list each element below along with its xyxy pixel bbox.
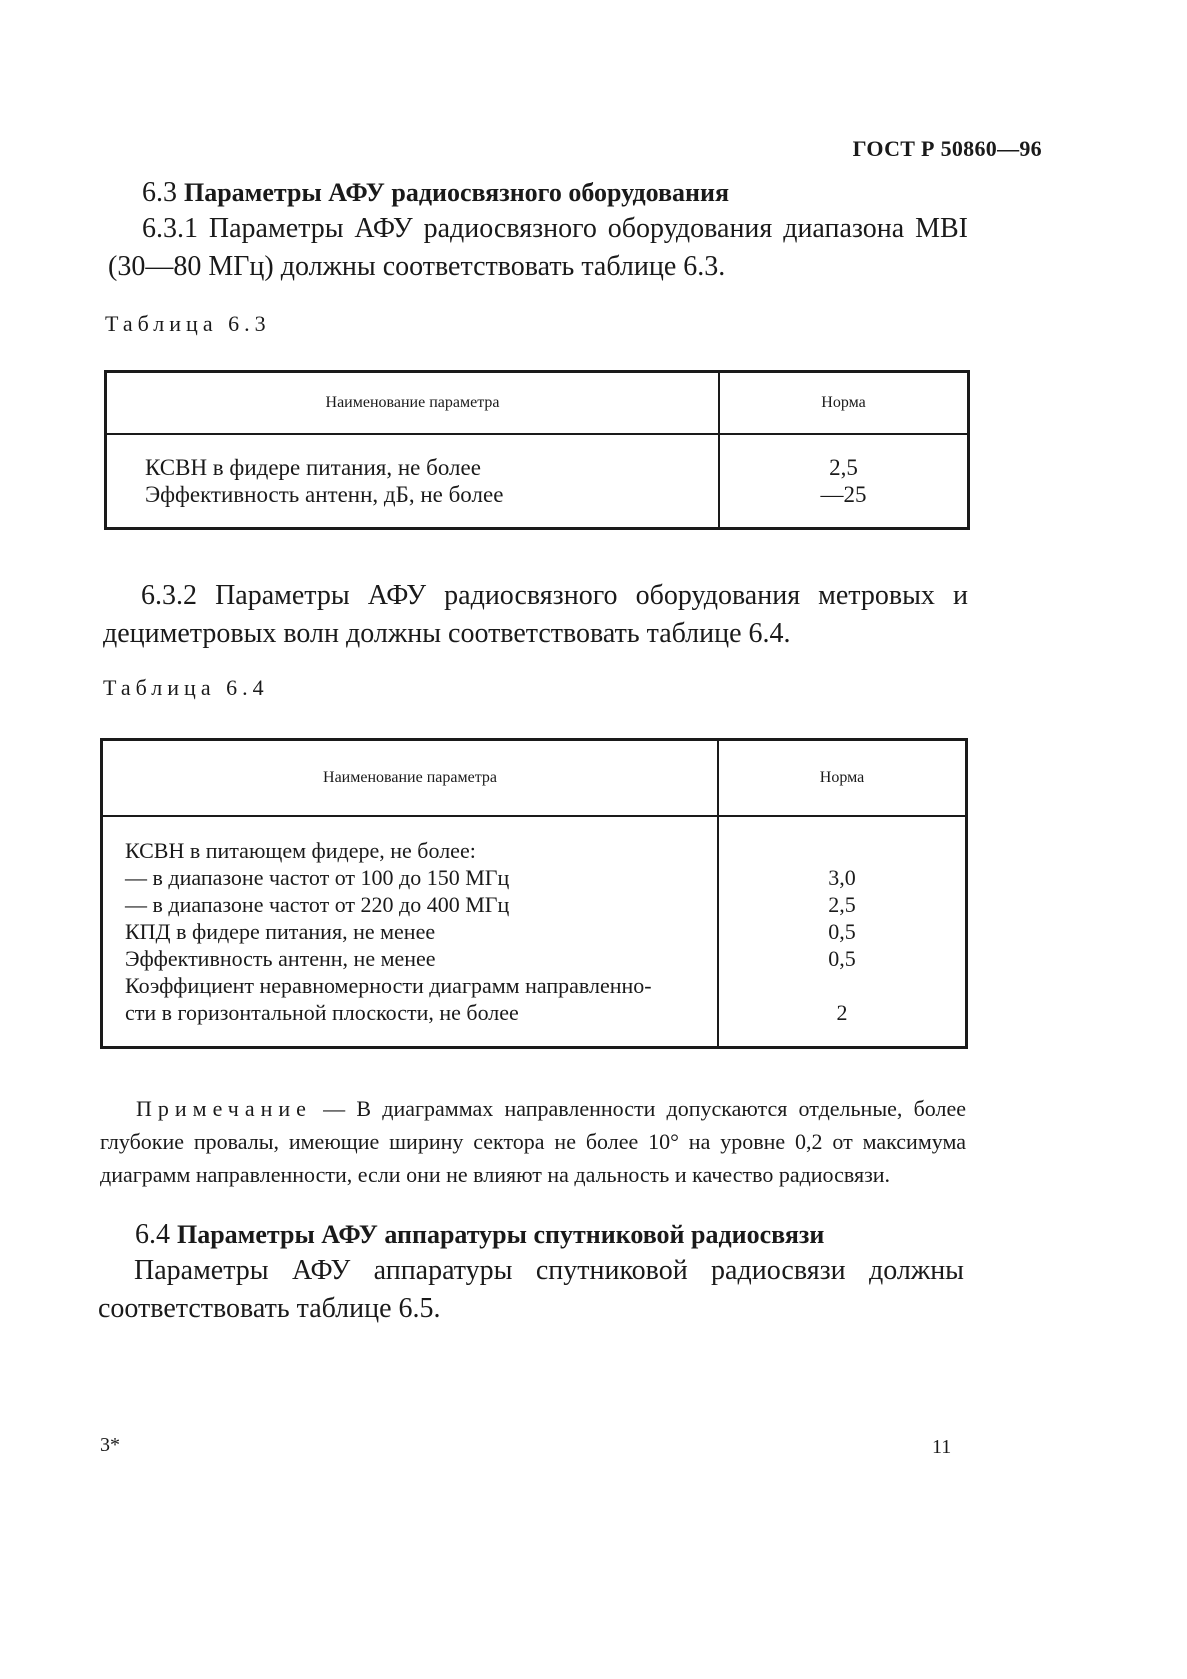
norm-value: 2 — [836, 999, 848, 1025]
paragraph-6-4: Параметры АФУ аппаратуры спутниковой радиосвязи должны соответствовать таблице 6.5. — [98, 1255, 964, 1324]
paragraph-6-3-2: 6.3.2 Параметры АФУ радиосвязного оборудования метровых и дециметровых волн должны соответствовать таблице 6.4. — [103, 580, 968, 649]
paragraph-6-3-1: 6.3.1 Параметры АФУ радиосвязного оборудования диапазона МВI (30—80 МГц) должны соответствовать таблице 6.3. — [108, 213, 968, 282]
section-6-4-heading — [135, 1218, 824, 1252]
table-header-row — [106, 372, 969, 434]
table-6-4 — [100, 738, 968, 1049]
norm-value: 2,5 — [829, 454, 858, 480]
parameter-names-cell — [102, 816, 719, 1048]
norm-values-cell — [718, 816, 967, 1048]
norm-value: 2,5 — [828, 891, 856, 917]
norm-value — [719, 837, 965, 864]
parameter-name: КПД в фидере питания, не менее — [125, 918, 436, 944]
norm-value: 3,0 — [828, 864, 856, 890]
parameter-name: — в диапазоне частот от 220 до 400 МГц — [125, 891, 510, 917]
parameter-name: Эффективность антенн, дБ, не более — [145, 481, 504, 507]
section-6-3-heading — [142, 176, 729, 210]
parameter-name: КСВН в фидере питания, не более — [145, 454, 481, 480]
note-text: — В диаграммах направленности допускаются отдельные, более глубокие провалы, имеющие ширину сектора не более 10° на уровне 0,2 от максимума диаграмм направленности, если они не влияют на дальность и качество радиосвязи. — [100, 1096, 966, 1187]
parameter-name: Эффективность антенн, не менее — [125, 945, 436, 971]
column-header-name: Наименование параметра — [106, 372, 720, 434]
note-label: Примечание — [136, 1096, 312, 1121]
signature-mark: 3* — [100, 1434, 120, 1456]
column-header-norm: Норма — [719, 372, 969, 434]
column-header-norm: Норма — [718, 740, 967, 816]
table-6-4-label: Таблица 6.4 — [103, 675, 269, 700]
norm-value: —25 — [820, 481, 867, 507]
table-header-row — [102, 740, 967, 816]
section-6-4-title: Параметры АФУ аппаратуры спутниковой радиосвязи — [177, 1220, 825, 1249]
norm-value — [719, 972, 965, 999]
document-code: ГОСТ Р 50860—96 — [852, 136, 1042, 161]
section-6-4-number: 6.4 — [135, 1219, 170, 1250]
parameter-name: Коэффициент неравномерности диаграмм направленно- — [125, 972, 652, 998]
page-number: 11 — [932, 1436, 952, 1458]
table-body-row — [102, 816, 967, 1048]
parameter-name: КСВН в питающем фидере, не более: — [125, 837, 476, 863]
norm-value: 0,5 — [828, 918, 856, 944]
parameter-names-cell — [106, 434, 720, 529]
norm-values-cell — [719, 434, 969, 529]
parameter-name: сти в горизонтальной плоскости, не более — [125, 999, 519, 1025]
table-6-3 — [104, 370, 970, 530]
column-header-name: Наименование параметра — [102, 740, 719, 816]
parameter-name: — в диапазоне частот от 100 до 150 МГц — [125, 864, 510, 890]
table-note — [100, 1092, 966, 1191]
section-6-3-number: 6.3 — [142, 177, 177, 208]
norm-value: 0,5 — [828, 945, 856, 971]
table-6-3-label: Таблица 6.3 — [105, 311, 271, 336]
table-body-row — [106, 434, 969, 529]
section-6-3-title: Параметры АФУ радиосвязного оборудования — [184, 178, 730, 207]
